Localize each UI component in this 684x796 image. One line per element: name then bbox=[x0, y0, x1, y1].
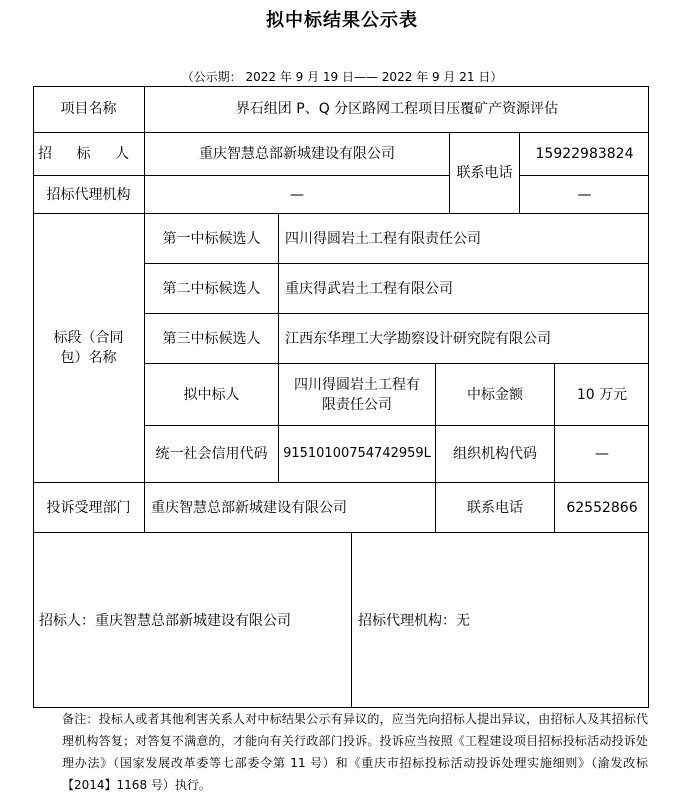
candidate2-value: 重庆得武岩土工程有限公司 bbox=[278, 263, 649, 313]
winner-label: 拟中标人 bbox=[144, 363, 278, 425]
credit-code-label: 统一社会信用代码 bbox=[144, 425, 278, 482]
tenderee-label: 招 标 人 bbox=[33, 132, 144, 175]
project-name-label: 项目名称 bbox=[60, 101, 117, 117]
tenderee-signature: 招标人：重庆智慧总部新城建设有限公司 bbox=[33, 532, 351, 708]
lot-label: 标段（合同包）名称 bbox=[33, 213, 144, 482]
agency-signature: 招标代理机构：无 bbox=[351, 532, 649, 708]
complaint-phone-value: 62552866 bbox=[554, 482, 649, 532]
publicity-period: （公示期： 2022 年 9 月 19 日—— 2022 年 9 月 21 日） bbox=[181, 70, 503, 84]
agency-value: — bbox=[144, 175, 449, 213]
complaint-dept-label: 投诉受理部门 bbox=[33, 482, 144, 532]
complaint-phone-label: 联系电话 bbox=[435, 482, 554, 532]
tenderee-value: 重庆智慧总部新城建设有限公司 bbox=[144, 132, 449, 175]
project-name-value: 界石组团 P、Q 分区路网工程项目压覆矿产资源评估 bbox=[144, 86, 649, 132]
org-code-value: — bbox=[554, 425, 649, 482]
page-title: 拟中标结果公示表 bbox=[266, 10, 418, 31]
credit-code-value: 91510100754742959L bbox=[278, 425, 435, 482]
contact-phone-value: 15922983824 bbox=[519, 132, 649, 175]
amount-label: 中标金额 bbox=[435, 363, 554, 425]
amount-value: 10 万元 bbox=[554, 363, 649, 425]
agency-phone-value: — bbox=[519, 175, 649, 213]
winner-value: 四川得圆岩土工程有限责任公司 bbox=[278, 363, 435, 425]
candidate3-value: 江西东华理工大学勘察设计研究院有限公司 bbox=[278, 313, 649, 363]
candidate3-label: 第三中标候选人 bbox=[144, 313, 278, 363]
candidate1-label: 第一中标候选人 bbox=[144, 213, 278, 263]
complaint-dept-value: 重庆智慧总部新城建设有限公司 bbox=[144, 482, 435, 532]
org-code-label: 组织机构代码 bbox=[435, 425, 554, 482]
candidate2-label: 第二中标候选人 bbox=[144, 263, 278, 313]
contact-phone-label: 联系电话 bbox=[449, 132, 519, 213]
agency-label: 招标代理机构 bbox=[33, 175, 144, 213]
candidate1-value: 四川得圆岩土工程有限责任公司 bbox=[278, 213, 649, 263]
remarks-note: 备注：投标人或者其他利害关系人对中标结果公示有异议的，应当先向招标人提出异议，由招标人及其招标代理机构答复；对答复不满意的，才能向有关行政部门投诉。投诉应当按照《工程建设项目招标投标活动投诉处理办法》（国家发展改革委等七部委令第 11 号）和《重庆市招标投标活动投诉处理实施细则》（渝发改标【2014】1168 号）执行。 bbox=[62, 712, 648, 792]
